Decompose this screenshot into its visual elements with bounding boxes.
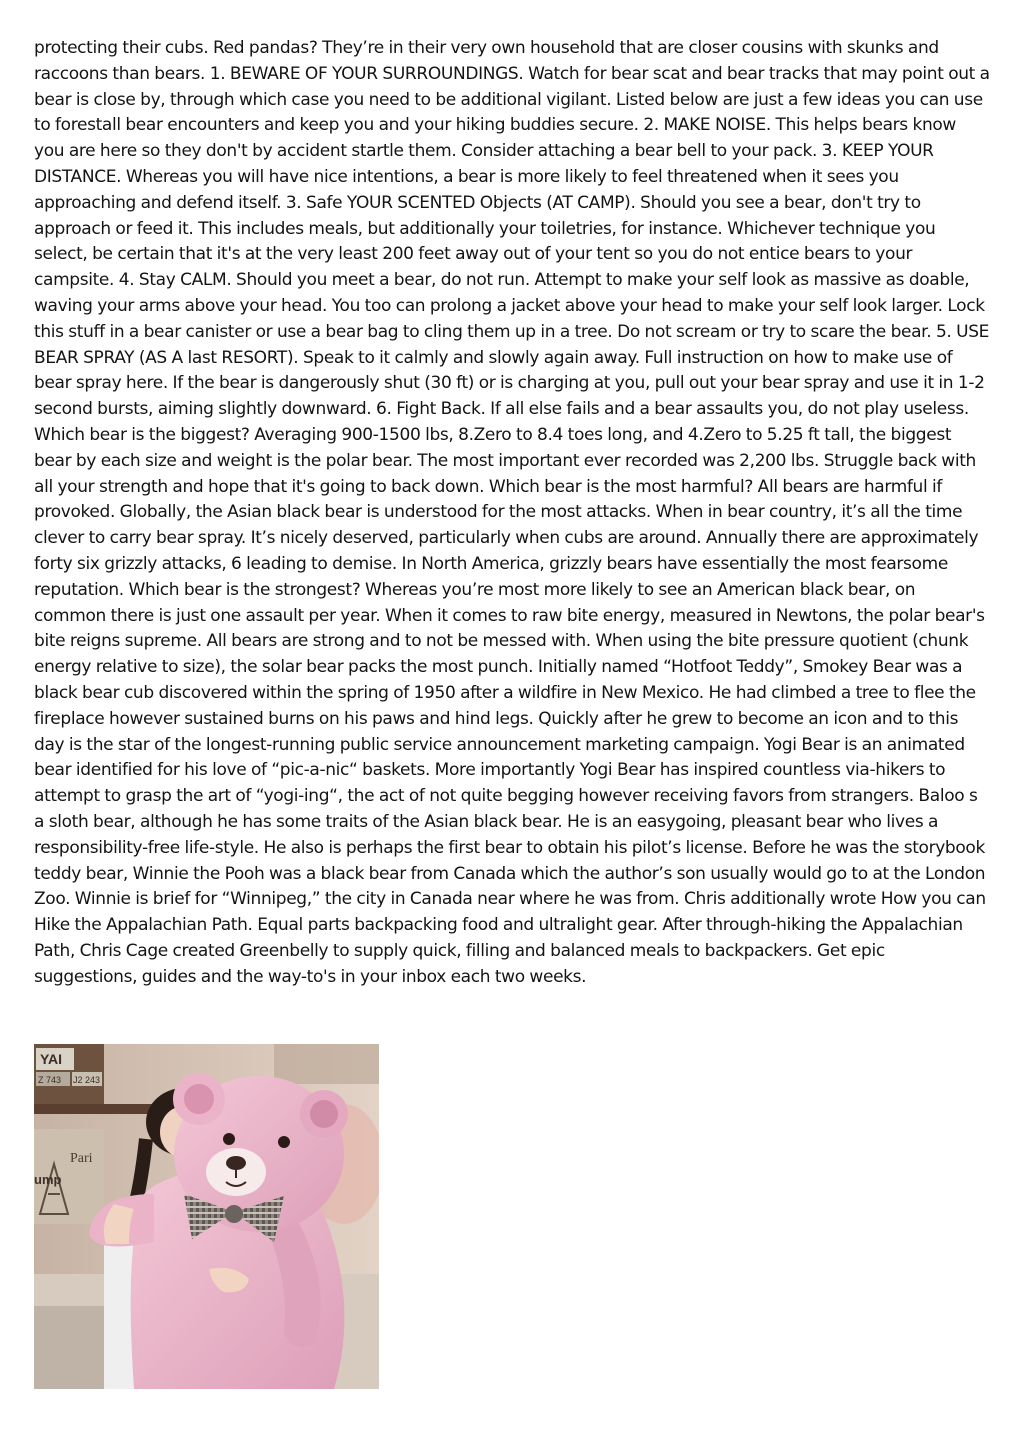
teddy-bear-eye-left — [223, 1133, 235, 1145]
article-body-text: protecting their cubs. Red pandas? They’re in their very own household that are closer cousins with skunks and raccoons than bears. 1. BEWARE OF YOUR SURROUNDINGS. Watch for bear scat and bear tracks that may point out a bear is close by, through which case you need to be additional vigilant. Listed below are just a few ideas you can use to forestall bear encounters and keep you and your hiking buddies secure. 2. MAKE NOISE. This helps bears know you are here so they don't by accident startle them. Consider attaching a bear bell to your pack. 3. KEEP YOUR DISTANCE. Whereas you will have nice intentions, a bear is more likely to feel threatened when it sees you approaching and defend itself. 3. Safe YOUR SCENTED Objects (AT CAMP). Should you see a bear, don't try to approach or feed it. This includes meals, but additionally your toiletries, for instance. Whichever technique you select, be certain that it's at the very least 200 feet away out of your tent so you do not entice bears to your campsite. 4. Stay CALM. Should you meet a bear, do not run. Attempt to make your self look as massive as doable, waving your arms above your head. You too can prolong a jacket above your head to make your self look larger. Lock this stuff in a bear canister or use a bear bag to cling them up in a tree. Do not scream or try to scare the bear. 5. USE BEAR SPRAY (AS A last RESORT). Speak to it calmly and slowly again away. Full instruction on how to make use of bear spray here. If the bear is dangerously shut (30 ft) or is charging at you, pull out your bear spray and use it in 1-2 second bursts, aiming slightly downward. 6. Fight Back. If all else fails and a bear assaults you, do not play useless. Which bear is the biggest? Averaging 900-1500 lbs, 8.Zero to 8.4 toes long, and 4.Zero to 5.25 ft tall, the biggest bear by each size and weight is the polar bear. The most important ever recorded was 2,200 lbs. Struggle back with all your strength and hope that it's going to back down. Which bear is the most harmful? All bears are harmful if provoked. Globally, the Asian black bear is understood for the most attacks. When in bear country, it’s all the time clever to carry bear spray. It’s nicely deserved, particularly when cubs are around. Annually there are approximately forty six grizzly attacks, 6 leading to demise. In North America, grizzly bears have essentially the most fearsome reputation. Which bear is the strongest? Whereas you’re most more likely to see an American black bear, on common there is just one assault per year. When it comes to raw bite energy, measured in Newtons, the polar bear's bite reigns supreme. All bears are strong and to not be messed with. When using the bite pressure quotient (chunk energy relative to size), the solar bear packs the most punch. Initially named “Hotfoot Teddy”, Smokey Bear was a black bear cub discovered within the spring of 1950 after a wildfire in New Mexico. He had climbed a tree to flee the fireplace however sustained burns on his paws and hind legs. Quickly after he grew to become an icon and to this day is the star of the longest-running public service announcement marketing campaign. Yogi Bear is an animated bear identified for his love of “pic-a-nic“ baskets. More importantly Yogi Bear has inspired countless via-hikers to attempt to grasp the art of “yogi-ing“, the act of not quite begging however receiving favors from strangers. Baloo s a sloth bear, although he has some traits of the Asian black bear. He is an easygoing, pleasant bear who lives a responsibility-free life-style. He also is perhaps the first bear to obtain his pilot’s license. Before he was the storybook teddy bear, Winnie the Pooh was a black bear from Canada which the author’s son usually would go to at the London Zoo. Winnie is brief for “Winnipeg,” the city in Canada near where he was from. Chris additionally wrote How you can Hike the Appalachian Path. Equal parts backpacking food and ultralight gear. After through-hiking the Appalachian Path, Chris Cage created Greenbelly to supply quick, filling and balanced meals to backpackers. Get epic suggestions, guides and the way-to's in your inbox each two weeks. — [34, 38, 990, 987]
bow-tie-knot — [225, 1205, 243, 1223]
teddy-bear-nose — [226, 1156, 246, 1170]
wall-text-3: ump — [34, 1172, 62, 1187]
plate-text-2: J2 243 — [73, 1075, 101, 1085]
teddy-bear-ear-right-inner — [310, 1100, 338, 1128]
teddy-bear-photo — [34, 1044, 379, 1389]
article — [34, 36, 990, 990]
background-shelf-right — [274, 1044, 379, 1084]
wall-text-1: YAI — [40, 1051, 63, 1067]
teddy-bear-illustration — [34, 1044, 379, 1389]
teddy-bear-eye-right — [278, 1136, 290, 1148]
wall-text-2: Pari — [70, 1151, 93, 1166]
teddy-bear-ear-left-inner — [184, 1084, 214, 1114]
plate-text-1: Z 743 — [38, 1075, 62, 1085]
